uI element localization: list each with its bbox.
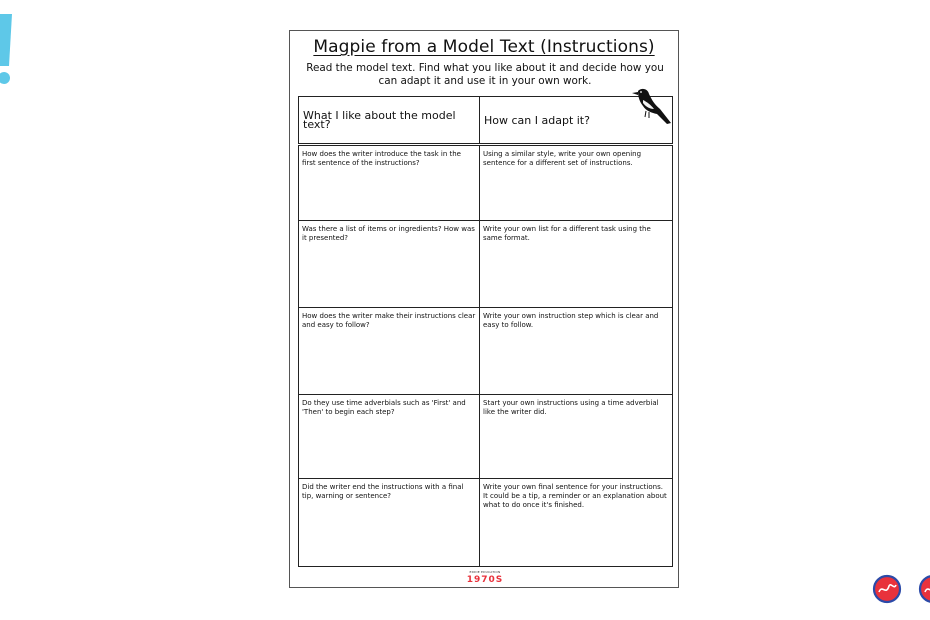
- row-1-adapt-cell: Using a similar style, write your own opening sentence for a different set of instructions.: [480, 145, 673, 221]
- worksheet-title: Magpie from a Model Text (Instructions): [313, 37, 655, 57]
- table-row: [299, 479, 673, 567]
- magpie-icon: [626, 83, 672, 129]
- footer-logo: [466, 570, 504, 587]
- row-3-adapt-cell: Write your own instruction step which is clear and easy to follow.: [480, 308, 673, 395]
- header-right-label: How can I adapt it?: [484, 113, 590, 127]
- row-4-adapt-cell: Start your own instructions using a time adverbial like the writer did.: [480, 395, 673, 479]
- row-5-adapt-cell: Write your own final sentence for your instructions. It could be a tip, a reminder or an explanation about what to do once it's finished.: [480, 479, 673, 567]
- header-left-label: What I like about the model text?: [303, 109, 456, 131]
- row-2-like-cell: Was there a list of items or ingredients? How was it presented?: [299, 221, 480, 308]
- magpie-table: [298, 96, 673, 567]
- header-left: [299, 97, 480, 145]
- footer-logo-text: 1970S: [466, 575, 504, 585]
- table-row: [299, 145, 673, 221]
- table-row: [299, 221, 673, 308]
- scribble-red-icon[interactable]: [872, 574, 902, 604]
- table-row: [299, 308, 673, 395]
- row-1-like-cell: How does the writer introduce the task in the first sentence of the instructions?: [299, 145, 480, 221]
- table-header-row: [299, 97, 673, 145]
- table-row: [299, 395, 673, 479]
- worksheet-subtitle: Read the model text. Find what you like about it and decide how you can adapt it and use it in your own work.: [306, 62, 664, 87]
- row-2-adapt-cell: Write your own list for a different task using the same format.: [480, 221, 673, 308]
- left-edge-accent: [0, 14, 14, 86]
- row-3-like-cell: How does the writer make their instructions clear and easy to follow?: [299, 308, 480, 395]
- worksheet-page: [289, 30, 679, 588]
- row-5-like-cell: Did the writer end the instructions with a final tip, warning or sentence?: [299, 479, 480, 567]
- row-4-like-cell: Do they use time adverbials such as 'First' and 'Then' to begin each step?: [299, 395, 480, 479]
- scribble-blue-icon[interactable]: [918, 574, 930, 604]
- footer-small-text: EDDIE EDUCATION: [469, 570, 501, 574]
- footer-logo-mark: [466, 575, 504, 586]
- header-right: [480, 97, 673, 145]
